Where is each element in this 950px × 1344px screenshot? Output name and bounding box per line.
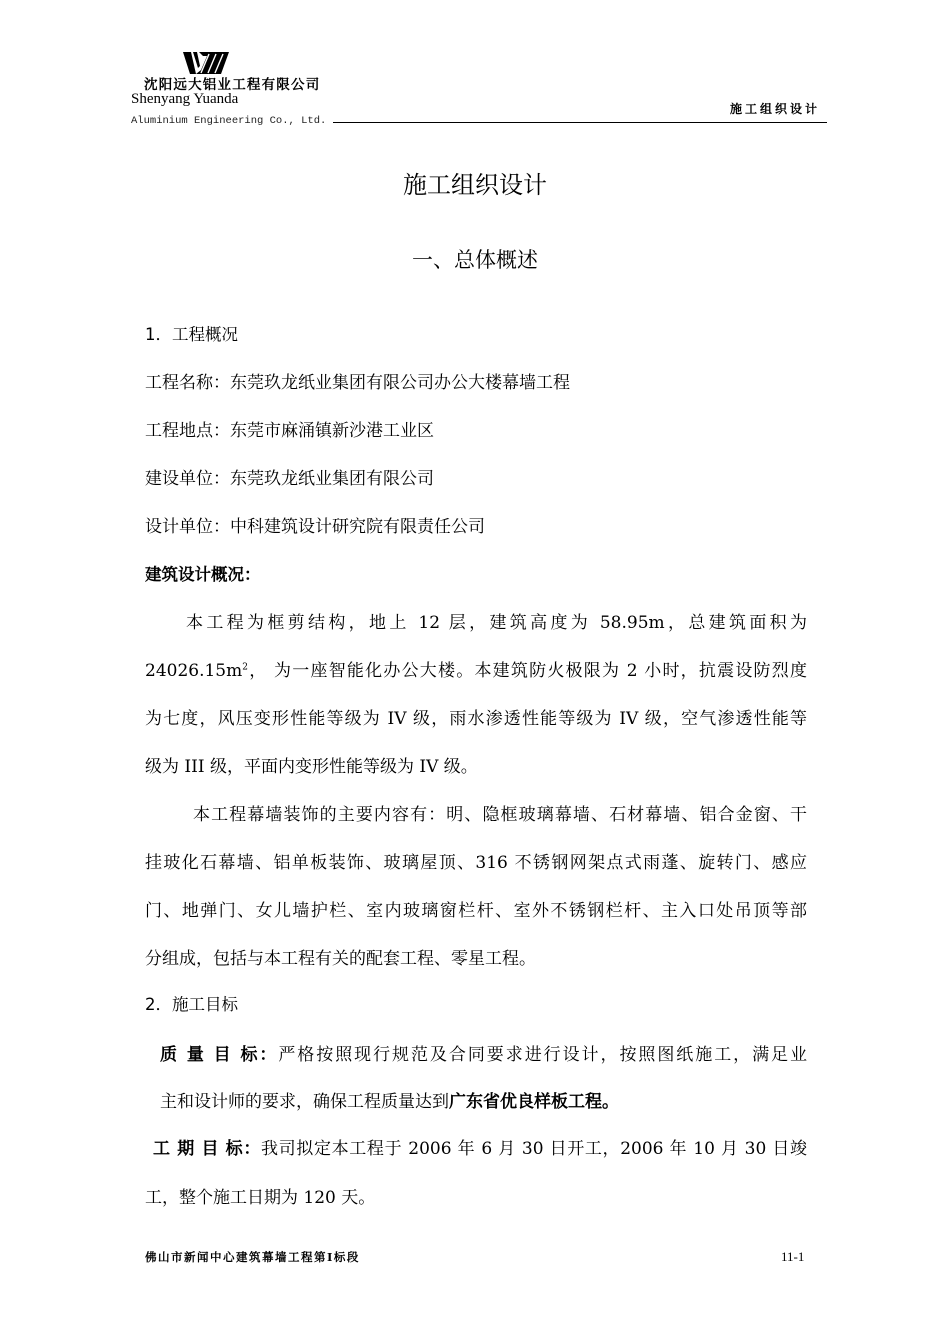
field-designer bbox=[145, 512, 485, 537]
subsection-heading-overview: 1．工程概况 bbox=[145, 325, 238, 344]
field-project-location bbox=[145, 416, 434, 441]
subsection-heading-goals: 2．施工目标 bbox=[145, 995, 238, 1014]
schedule-goal-text: 我司拟定本工程于 2006 年 6 月 30 日开工，2006 年 10 月 30 日竣 bbox=[261, 1139, 807, 1159]
quality-goal-line2 bbox=[160, 1087, 619, 1112]
footer-project-name: 佛山市新闻中心建筑幕墙工程第Ⅰ标段 bbox=[145, 1250, 360, 1264]
schedule-goal-label: 工 期 目 标： bbox=[153, 1139, 261, 1159]
quality-goal-text: 严格按照现行规范及合同要求进行设计，按照图纸施工，满足业 bbox=[278, 1045, 807, 1065]
field-project-name bbox=[145, 368, 570, 393]
field-label: 工程地点： bbox=[145, 421, 230, 441]
para1-line3: 为七度，风压变形性能等级为 IV 级，雨水渗透性能等级为 IV 级，空气渗透性能等 bbox=[145, 709, 807, 729]
field-label: 建设单位： bbox=[145, 469, 230, 489]
section-heading: 一、总体概述 bbox=[412, 248, 538, 272]
company-name-cn: 沈阳远大铝业工程有限公司 bbox=[144, 77, 321, 93]
field-client bbox=[145, 464, 434, 489]
area-superscript: 2 bbox=[242, 662, 248, 673]
para1-line4: 级为 III 级，平面内变形性能等级为 IV 级。 bbox=[145, 757, 478, 777]
quality-goal-line1 bbox=[160, 1040, 807, 1065]
para1-line1: 本工程为框剪结构，地上 12 层，建筑高度为 58.95m，总建筑面积为 bbox=[186, 613, 807, 633]
company-name-en: Shenyang Yuanda bbox=[131, 91, 239, 107]
yuanda-logo-icon bbox=[183, 52, 229, 74]
field-value: 中科建筑设计研究院有限责任公司 bbox=[230, 517, 485, 537]
para2-line2: 挂玻化石幕墙、铝单板装饰、玻璃屋顶、316 不锈钢网架点式雨蓬、旋转门、感应 bbox=[145, 853, 807, 873]
para2-line3: 门、地弹门、女儿墙护栏、室内玻璃窗栏杆、室外不锈钢栏杆、主入口处吊顶等部 bbox=[145, 901, 807, 921]
quality-goal-text2: 主和设计师的要求，确保工程质量达到 bbox=[160, 1092, 449, 1112]
quality-goal-target: 广东省优良样板工程。 bbox=[449, 1092, 619, 1112]
field-value: 东莞玖龙纸业集团有限公司办公大楼幕墙工程 bbox=[230, 373, 570, 393]
area-value: 24026.15m bbox=[145, 661, 243, 681]
header-doc-type: 施工组织设计 bbox=[729, 102, 820, 116]
header-divider bbox=[333, 122, 827, 123]
page-title: 施工组织设计 bbox=[403, 171, 547, 199]
field-value: 东莞市麻涌镇新沙港工业区 bbox=[230, 421, 434, 441]
quality-goal-label: 质 量 目 标： bbox=[160, 1045, 279, 1065]
page-number: 11-1 bbox=[781, 1249, 805, 1264]
field-label: 工程名称： bbox=[145, 373, 230, 393]
company-name-en-sub: Aluminium Engineering Co., Ltd. bbox=[131, 115, 327, 127]
field-value: 东莞玖龙纸业集团有限公司 bbox=[230, 469, 434, 489]
schedule-goal-line1 bbox=[153, 1134, 807, 1159]
para2-line4: 分组成，包括与本工程有关的配套工程、零星工程。 bbox=[145, 949, 536, 969]
para1-line2 bbox=[145, 656, 807, 681]
field-label: 设计单位： bbox=[145, 517, 230, 537]
para2-line1: 本工程幕墙装饰的主要内容有：明、隐框玻璃幕墙、石材幕墙、铝合金窗、干 bbox=[193, 805, 807, 825]
schedule-goal-line2: 工，整个施工日期为 120 天。 bbox=[145, 1188, 376, 1208]
arch-design-heading: 建筑设计概况： bbox=[145, 565, 261, 584]
para1-line2-text: ， 为一座智能化办公大楼。本建筑防火极限为 2 小时，抗震设防烈度 bbox=[247, 661, 807, 681]
